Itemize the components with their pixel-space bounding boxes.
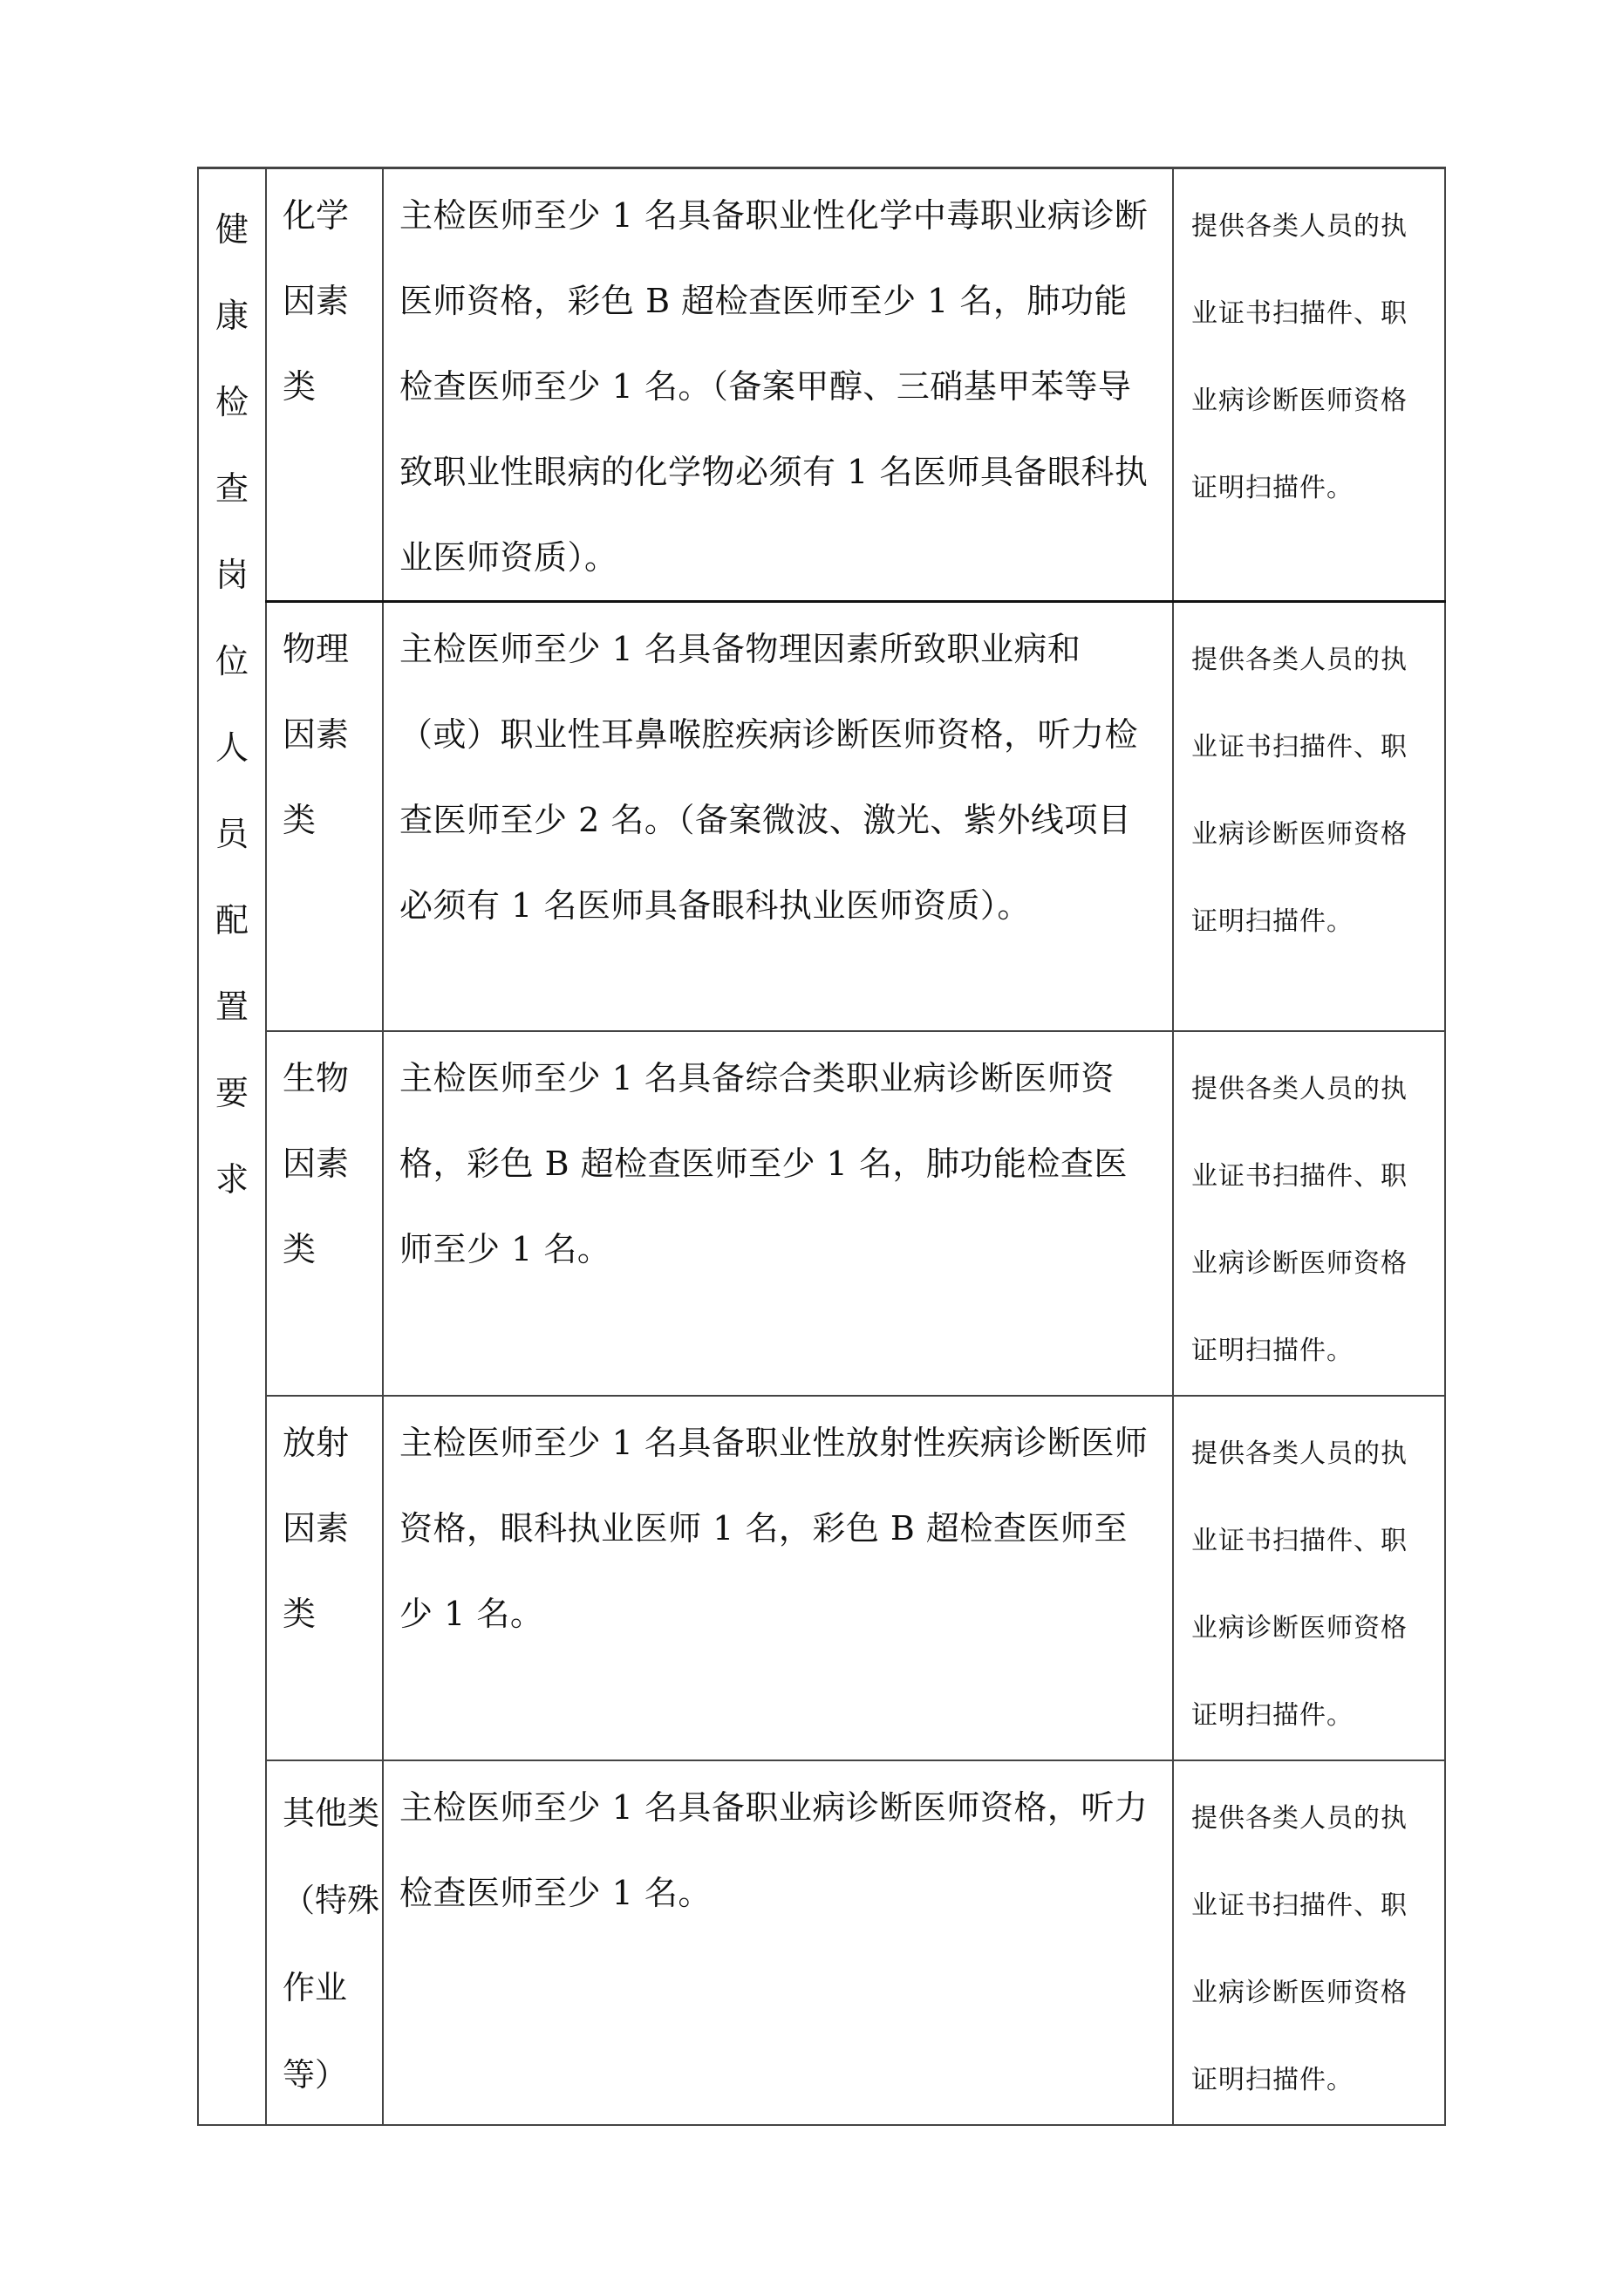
category-cell [266, 1760, 383, 2125]
category-cell [266, 168, 383, 602]
category-label: 放射因素类 [283, 1423, 350, 1633]
table-row [198, 1031, 1445, 1396]
documents-cell [1173, 1396, 1445, 1760]
category-label: 物理因素类 [283, 630, 350, 839]
documents-text: 提供各类人员的执业证书扫描件、职业病诊断医师资格证明扫描件。 [1191, 1802, 1408, 2095]
category-label: 化学因素类 [283, 196, 350, 406]
table-row [198, 1396, 1445, 1760]
post-label-char: 置 [215, 987, 249, 1026]
requirement-cell [383, 1031, 1173, 1396]
post-label-char: 员 [215, 815, 249, 853]
requirement-cell [383, 168, 1173, 602]
documents-cell [1173, 602, 1445, 1031]
post-label-char: 康 [215, 297, 249, 335]
category-cell [266, 1031, 383, 1396]
requirement-text: 主检医师至少 1 名具备职业性放射性疾病诊断医师资格，眼科执业医师 1 名，彩色 B 超检查医师至少 1 名。 [399, 1423, 1149, 1633]
table-row [198, 168, 1445, 602]
post-label [199, 169, 265, 1223]
category-label: 生物因素类 [283, 1058, 350, 1268]
requirement-text: 主检医师至少 1 名具备职业性化学中毒职业病诊断医师资格，彩色 B 超检查医师至少 1 名，肺功能检查医师至少 1 名。（备案甲醇、三硝基甲苯等导致职业性眼病的化学物必须有 1 名医师具备眼科执业医师资质）。 [399, 196, 1149, 577]
post-label-char: 查 [215, 469, 249, 508]
post-label-char: 求 [215, 1160, 249, 1199]
requirement-cell [383, 1396, 1173, 1760]
documents-cell [1173, 1760, 1445, 2125]
table-row [198, 602, 1445, 1031]
post-label-char: 健 [215, 210, 249, 249]
requirement-cell [383, 602, 1173, 1031]
requirement-text: 主检医师至少 1 名具备物理因素所致职业病和（或）职业性耳鼻喉腔疾病诊断医师资格，听力检查医师至少 2 名。（备案微波、激光、紫外线项目必须有 1 名医师具备眼科执业医师资质）。 [399, 630, 1139, 925]
category-cell [266, 1396, 383, 1760]
post-label-char: 要 [215, 1074, 249, 1112]
documents-cell [1173, 168, 1445, 602]
requirement-text: 主检医师至少 1 名具备职业病诊断医师资格，听力检查医师至少 1 名。 [399, 1787, 1149, 1912]
documents-text: 提供各类人员的执业证书扫描件、职业病诊断医师资格证明扫描件。 [1191, 1438, 1408, 1731]
category-cell [266, 602, 383, 1031]
table-row [198, 1760, 1445, 2125]
post-label-char: 检 [215, 383, 249, 421]
documents-text: 提供各类人员的执业证书扫描件、职业病诊断医师资格证明扫描件。 [1191, 211, 1408, 503]
documents-text: 提供各类人员的执业证书扫描件、职业病诊断医师资格证明扫描件。 [1191, 645, 1408, 937]
post-label-char: 岗 [215, 556, 249, 594]
requirement-text: 主检医师至少 1 名具备综合类职业病诊断医师资格，彩色 B 超检查医师至少 1 名，肺功能检查医师至少 1 名。 [399, 1058, 1128, 1268]
post-label-cell [198, 168, 266, 2125]
post-label-char: 位 [215, 642, 249, 680]
post-label-char: 人 [215, 728, 249, 767]
documents-text: 提供各类人员的执业证书扫描件、职业病诊断医师资格证明扫描件。 [1191, 1073, 1408, 1366]
requirement-cell [383, 1760, 1173, 2125]
documents-cell [1173, 1031, 1445, 1396]
staffing-requirements-table [197, 167, 1446, 2126]
post-label-char: 配 [215, 901, 249, 940]
category-label: 其他类（特殊作业等） [283, 1794, 379, 2094]
